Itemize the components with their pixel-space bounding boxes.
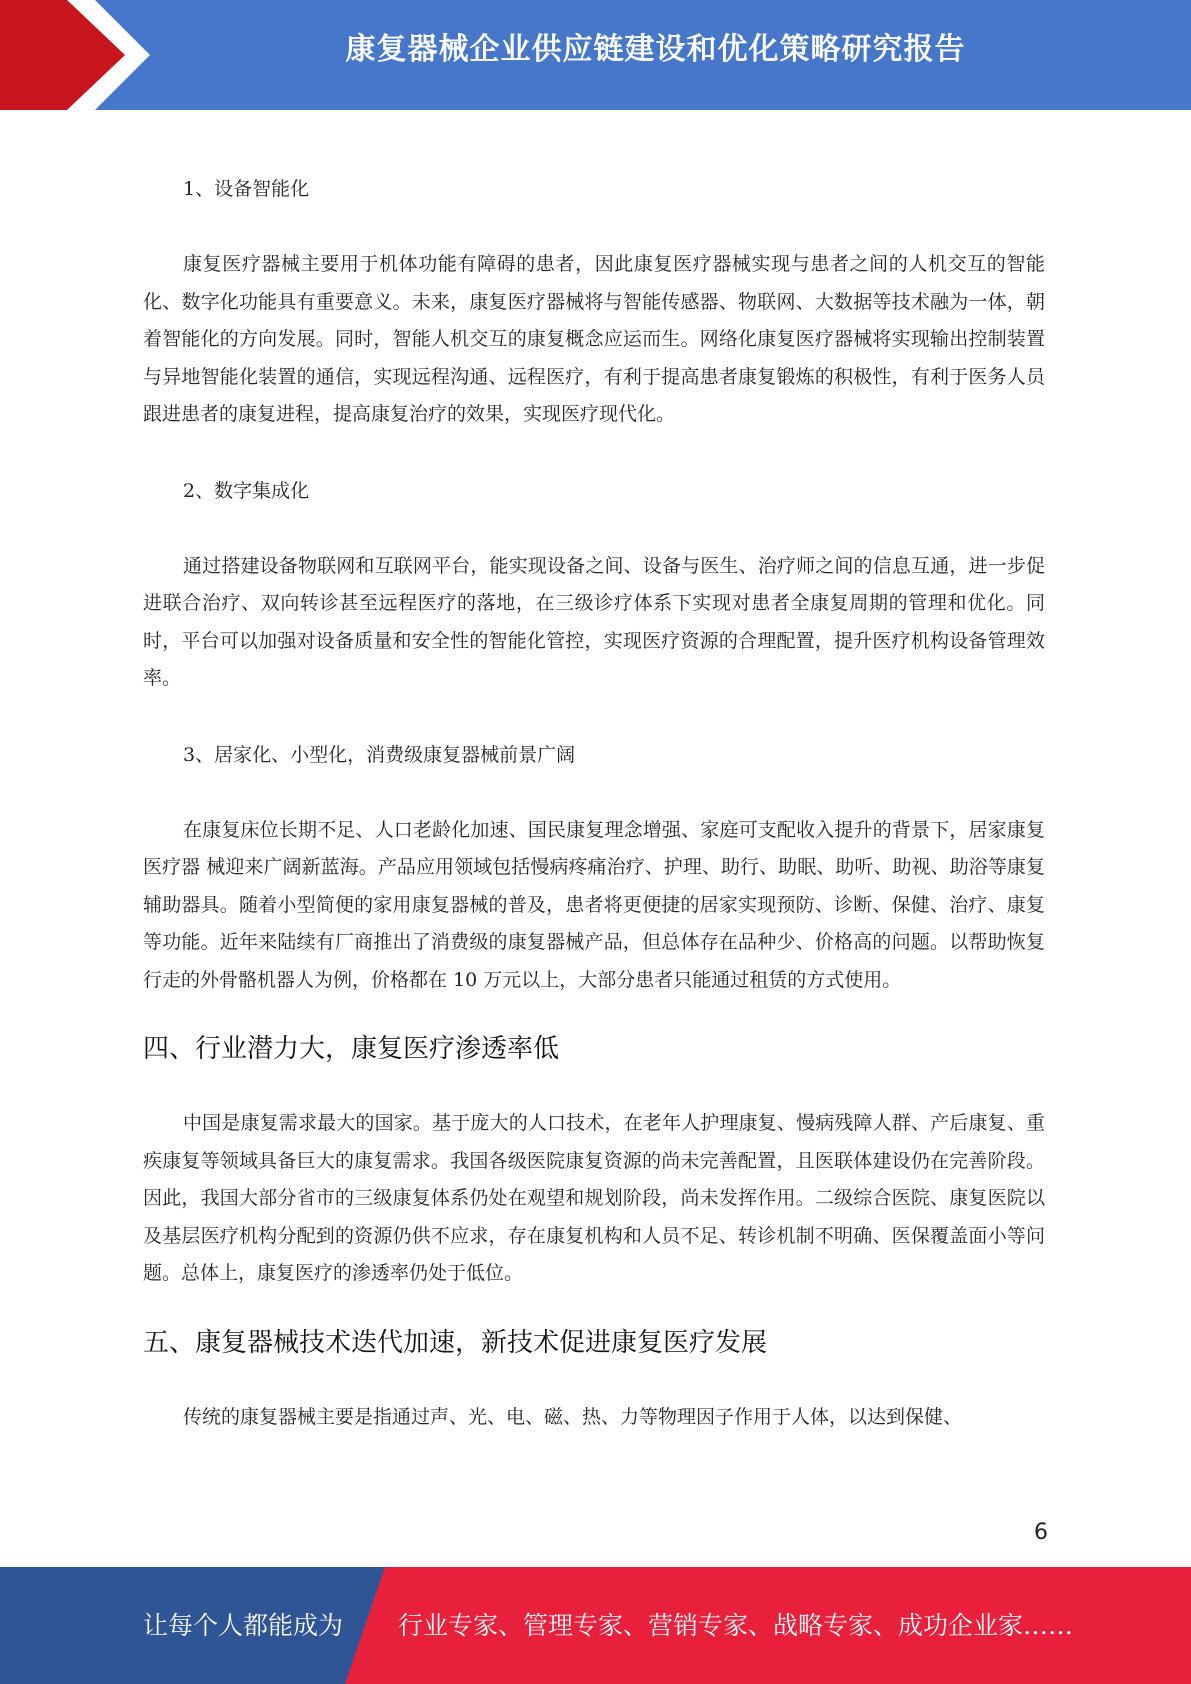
subsection-heading-2: 2、数字集成化: [183, 479, 310, 502]
footer-slogan-left: 让每个人都能成为: [143, 1611, 344, 1640]
subsection-heading-3: 3、居家化、小型化，消费级康复器械前景广阔: [183, 743, 576, 766]
paragraph-3: 在康复床位长期不足、人口老龄化加速、国民康复理念增强、家庭可支配收入提升的背景下，居家康复医疗器 械迎来广阔新蓝海。产品应用领域包括慢病疼痛治疗、护理、助行、助眠、助听、助视、助浴等康复辅助器具。随着小型简便的家用康复器械的普及，患者将更便捷的居家实现预防、诊断、保健、治疗、康复等功能。近年来陆续有厂商推出了消费级的康复器械产品，但总体存在品种少、价格高的问题。以帮助恢复行走的外骨骼机器人为例，价格都在 10 万元以上，大部分患者只能通过租赁的方式使用。: [143, 818, 1045, 991]
footer-slogan-right: 行业专家、管理专家、营销专家、战略专家、成功企业家……: [398, 1611, 1074, 1640]
section-heading-5: 五、康复器械技术迭代加速，新技术促进康复医疗发展: [143, 1327, 768, 1358]
paragraph-5: 传统的康复器械主要是指通过声、光、电、磁、热、力等物理因子作用于人体，以达到保健、: [183, 1405, 963, 1428]
paragraph-2: 通过搭建设备物联网和互联网平台，能实现设备之间、设备与医生、治疗师之间的信息互通，进一步促进联合治疗、双向转诊甚至远程医疗的落地，在三级诊疗体系下实现对患者全康复周期的管理和优化。同时，平台可以加强对设备质量和安全性的智能化管控，实现医疗资源的合理配置，提升医疗机构设备管理效率。: [143, 554, 1045, 689]
section-heading-4: 四、行业潜力大，康复医疗渗透率低: [143, 1034, 560, 1064]
paragraph-1: 康复医疗器械主要用于机体功能有障碍的患者，因此康复医疗器械实现与患者之间的人机交互的智能化、数字化功能具有重要意义。未来，康复医疗器械将与智能传感器、物联网、大数据等技术融为一体，朝着智能化的方向发展。同时，智能人机交互的康复概念应运而生。网络化康复医疗器械将实现输出控制装置与异地智能化装置的通信，实现远程沟通、远程医疗，有利于提高患者康复锻炼的积极性，有利于医务人员跟进患者的康复进程，提高康复治疗的效果，实现医疗现代化。: [143, 253, 1045, 425]
report-header: [0, 0, 1191, 110]
page-content: [143, 170, 1045, 1436]
report-title: 康复器械企业供应链建设和优化策略研究报告: [345, 32, 966, 67]
footer-banner: [0, 1567, 1191, 1684]
subsection-heading-1: 1、设备智能化: [183, 178, 310, 200]
page-number: 6: [1034, 1520, 1048, 1545]
paragraph-4: 中国是康复需求最大的国家。基于庞大的人口技术，在老年人护理康复、慢病残障人群、产后康复、重疾康复等领域具备巨大的康复需求。我国各级医院康复资源的尚未完善配置，且医联体建设仍在完善阶段。因此，我国大部分省市的三级康复体系仍处在观望和规划阶段，尚未发挥作用。二级综合医院、康复医院以及基层医疗机构分配到的资源仍供不应求，存在康复机构和人员不足、转诊机制不明确、医保覆盖面小等问题。总体上，康复医疗的渗透率仍处于低位。: [143, 1112, 1045, 1284]
